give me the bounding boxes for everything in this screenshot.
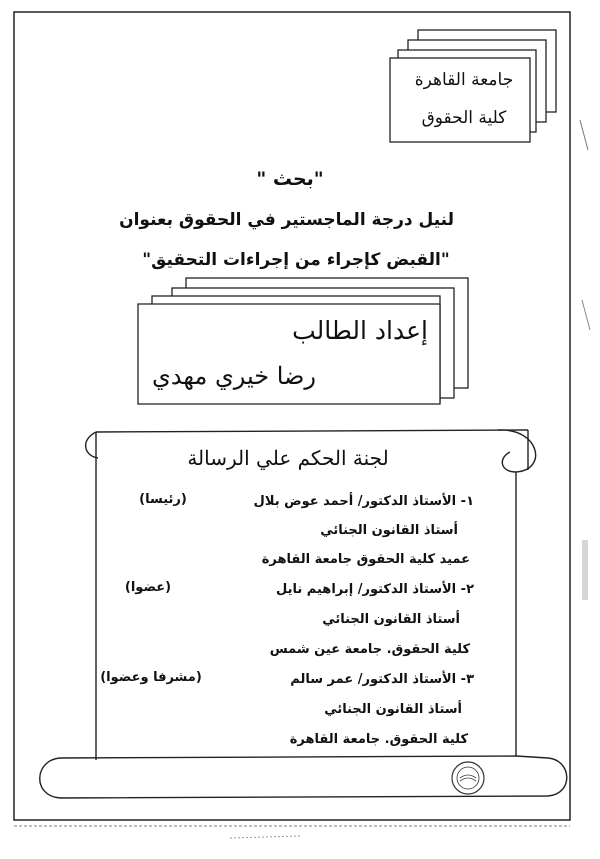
member-1-name: ١- الأستاذ الدكتور/ أحمد عوض بلال [253,494,474,509]
member-2-role: (عضوا) [124,580,172,595]
research-label: "بحث " [256,168,324,190]
member-2-affiliation: كلية الحقوق. جامعة عين شمس [269,642,470,657]
member-3-affiliation: كلية الحقوق. جامعة القاهرة [289,732,468,747]
member-3-title: أستاذ القانون الجنائي [324,702,462,717]
member-2-name: ٢- الأستاذ الدكتور/ إبراهيم نايل [276,582,474,597]
university-name: جامعة القاهرة [414,70,514,90]
member-1-title: أستاذ القانون الجنائي [320,523,458,538]
thesis-title: "القبض كإجراء من إجراءات التحقيق" [142,250,450,270]
member-1-role: (رئيسا) [139,492,187,507]
student-label: إعداد الطالب [292,316,428,345]
member-3-role: (مشرفا وعضوا) [100,670,202,685]
degree-purpose: لنيل درجة الماجستير في الحقوق بعنوان [119,210,454,230]
member-3-name: ٣- الأستاذ الدكتور/ عمر سالم [290,672,474,687]
faculty-name: كلية الحقوق [421,108,507,128]
member-1-affiliation: عميد كلية الحقوق جامعة القاهرة [261,552,470,567]
committee-title: لجنة الحكم علي الرسالة [187,446,389,470]
student-name: رضا خيري مهدي [152,362,316,390]
member-2-title: أستاذ القانون الجنائي [322,612,460,627]
